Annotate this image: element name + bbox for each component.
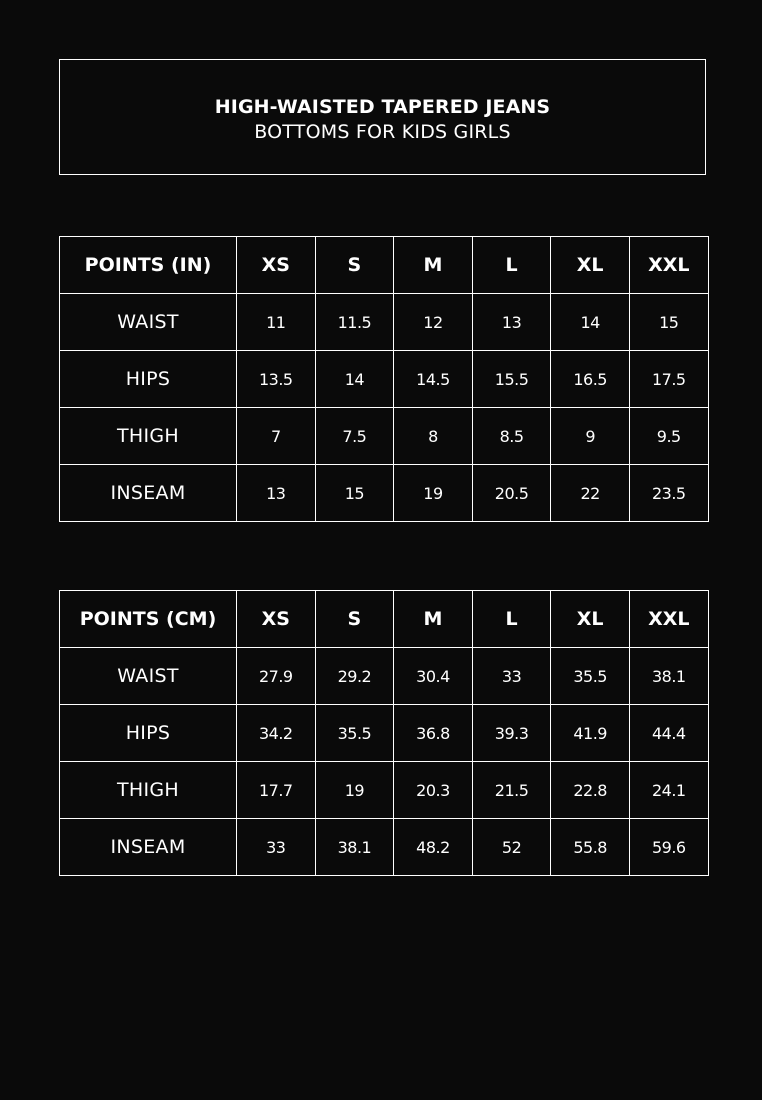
table-cell: 22	[551, 465, 630, 522]
table-cell: 39.3	[472, 705, 551, 762]
table-row	[60, 465, 709, 522]
table-cell: 12	[394, 294, 473, 351]
table-cell: 33	[237, 819, 316, 876]
table-cell: 11.5	[315, 294, 394, 351]
table-cell: 14	[551, 294, 630, 351]
table-cell: 35.5	[551, 648, 630, 705]
table-cell: 19	[315, 762, 394, 819]
table-cell: 14.5	[394, 351, 473, 408]
table-cell: 7.5	[315, 408, 394, 465]
table-cell: 36.8	[394, 705, 473, 762]
table-cell: 20.5	[472, 465, 551, 522]
row-label: HIPS	[60, 351, 237, 408]
row-label: INSEAM	[60, 465, 237, 522]
table-cell: 8	[394, 408, 473, 465]
header-size-s: S	[315, 237, 394, 294]
product-subtitle: BOTTOMS FOR KIDS GIRLS	[254, 121, 511, 143]
table-cell: 17.7	[237, 762, 316, 819]
table-cell: 34.2	[237, 705, 316, 762]
table-cell: 20.3	[394, 762, 473, 819]
table-cell: 48.2	[394, 819, 473, 876]
table-cell: 22.8	[551, 762, 630, 819]
table-cell: 55.8	[551, 819, 630, 876]
table-cell: 8.5	[472, 408, 551, 465]
table-cell: 38.1	[315, 819, 394, 876]
table-cell: 16.5	[551, 351, 630, 408]
title-box	[59, 59, 706, 175]
table-cell: 7	[237, 408, 316, 465]
row-label: THIGH	[60, 408, 237, 465]
product-title: HIGH-WAISTED TAPERED JEANS	[214, 96, 551, 118]
table-cell: 13.5	[237, 351, 316, 408]
table-cell: 35.5	[315, 705, 394, 762]
table-cell: 38.1	[629, 648, 708, 705]
row-label: WAIST	[60, 294, 237, 351]
table-cell: 15	[315, 465, 394, 522]
table-row	[60, 705, 709, 762]
table-cell: 15.5	[472, 351, 551, 408]
table-cell: 17.5	[629, 351, 708, 408]
header-size-xs: XS	[237, 237, 316, 294]
header-size-xxl: XXL	[629, 237, 708, 294]
table-cell: 15	[629, 294, 708, 351]
table-cell: 41.9	[551, 705, 630, 762]
table-cell: 24.1	[629, 762, 708, 819]
header-size-xl: XL	[551, 591, 630, 648]
header-size-xs: XS	[237, 591, 316, 648]
table-cell: 13	[237, 465, 316, 522]
table-header-row	[60, 591, 709, 648]
table-cell: 29.2	[315, 648, 394, 705]
table-row	[60, 648, 709, 705]
table-row	[60, 408, 709, 465]
table-cell: 30.4	[394, 648, 473, 705]
table-cell: 21.5	[472, 762, 551, 819]
table-row	[60, 762, 709, 819]
header-size-s: S	[315, 591, 394, 648]
row-label: INSEAM	[60, 819, 237, 876]
header-size-l: L	[472, 591, 551, 648]
header-size-m: M	[394, 237, 473, 294]
table-cell: 14	[315, 351, 394, 408]
table-cell: 9	[551, 408, 630, 465]
row-label: THIGH	[60, 762, 237, 819]
table-cell: 9.5	[629, 408, 708, 465]
size-table-inches	[59, 236, 709, 522]
table-cell: 11	[237, 294, 316, 351]
table-row	[60, 819, 709, 876]
header-size-xl: XL	[551, 237, 630, 294]
table-cell: 23.5	[629, 465, 708, 522]
table-cell: 13	[472, 294, 551, 351]
table-cell: 44.4	[629, 705, 708, 762]
header-points: POINTS (CM)	[60, 591, 237, 648]
table-cell: 33	[472, 648, 551, 705]
header-points: POINTS (IN)	[60, 237, 237, 294]
table-cell: 52	[472, 819, 551, 876]
table-row	[60, 351, 709, 408]
header-size-l: L	[472, 237, 551, 294]
table-header-row	[60, 237, 709, 294]
table-cell: 19	[394, 465, 473, 522]
table-cell: 59.6	[629, 819, 708, 876]
table-cell: 27.9	[237, 648, 316, 705]
row-label: WAIST	[60, 648, 237, 705]
row-label: HIPS	[60, 705, 237, 762]
header-size-m: M	[394, 591, 473, 648]
size-table-centimeters	[59, 590, 709, 876]
header-size-xxl: XXL	[629, 591, 708, 648]
table-row	[60, 294, 709, 351]
